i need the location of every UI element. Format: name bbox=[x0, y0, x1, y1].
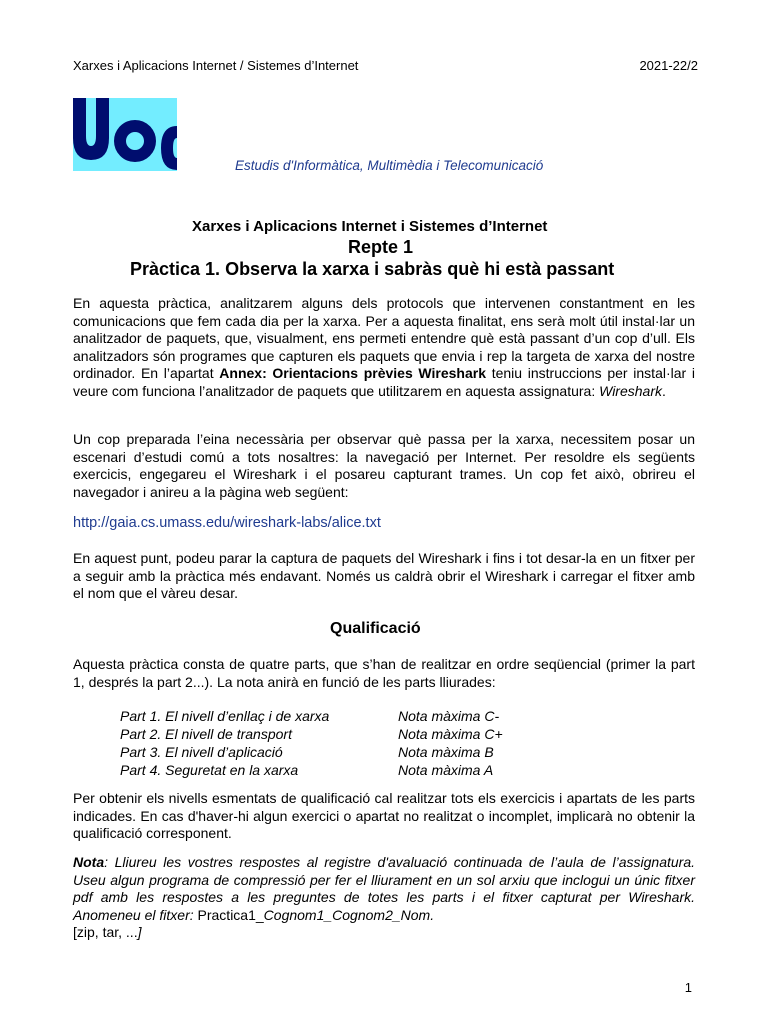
part-grade: Nota màxima A bbox=[398, 762, 494, 778]
uoc-logo bbox=[73, 98, 177, 171]
part-grade: Nota màxima C+ bbox=[398, 726, 503, 742]
header-semester: 2021-22/2 bbox=[639, 58, 698, 73]
page-number: 1 bbox=[684, 980, 692, 995]
submission-note: Nota: Lliureu les vostres respostes al registre d'avaluació continuada de l’aula de l’assignatura. Useu algun programa de compressió per fer el lliurament en un sol arxiu que inclogui un únic fitxer pdf amb les respostes a les preguntes de totes les parts i el fitxer capturat per Wireshark. Anomeneu el fitxer: Practica1_Cognom1_Cognom2_Nom. [zip, tar, ...] bbox=[73, 854, 695, 940]
qualificacio-heading: Qualificació bbox=[330, 620, 421, 637]
part-label: Part 3. El nivell d’aplicació bbox=[120, 744, 283, 760]
challenge-title: Repte 1 bbox=[348, 237, 414, 257]
part-label: Part 4. Seguretat en la xarxa bbox=[120, 762, 299, 778]
capture-paragraph: En aquest punt, podeu parar la captura de paquets del Wireshark i fins i tot desar-la en un fitxer per a seguir amb la pràctica més endavant. Només us caldrà obrir el Wireshark i carregar el fitxer amb el nom que el vàreu desar. bbox=[73, 550, 695, 601]
part-grade: Nota màxima B bbox=[398, 744, 494, 760]
note-label: Nota bbox=[73, 854, 105, 870]
course-title: Xarxes i Aplicacions Internet i Sistemes d’Internet bbox=[192, 218, 548, 235]
part-grade: Nota màxima C- bbox=[398, 708, 500, 724]
part-label: Part 2. El nivell de transport bbox=[120, 726, 292, 742]
grading-part-row bbox=[120, 707, 503, 725]
setup-paragraph: Un cop preparada l’eina necessària per observar què passa per la xarxa, necessitem posar un escenari d’estudi comú a tots nosaltres: la navegació per Internet. Per resoldre els següents exercicis, engegareu el Wireshark i el posareu capturant trames. Un cop fet això, obrireu el navegador i anireu a la pàgina web següent: bbox=[73, 431, 695, 500]
grading-requirements-paragraph: Per obtenir els nivells esmentats de qualificació cal realitzar tots els exercicis i apartats de les parts indicades. En cas d'haver-hi algun exercici o apartat no realitzat o incomplet, implicarà no obtenir la qualificació corresponent. bbox=[73, 790, 695, 841]
wireshark-name: Wireshark bbox=[599, 382, 662, 399]
part-label: Part 1. El nivell d’enllaç i de xarxa bbox=[120, 708, 330, 724]
alice-txt-link[interactable]: http://gaia.cs.umass.edu/wireshark-labs/alice.txt bbox=[73, 515, 381, 531]
practice-title: Pràctica 1. Observa la xarxa i sabràs què hi està passant bbox=[130, 259, 615, 279]
qualificacio-intro: Aquesta pràctica consta de quatre parts, que s’han de realitzar en ordre seqüencial (primer la part 1, després la part 2...). La nota anirà en funció de les parts lliurades: bbox=[73, 656, 695, 690]
grading-part-row bbox=[120, 761, 503, 779]
grading-parts-list bbox=[120, 707, 503, 779]
grading-part-row bbox=[120, 725, 503, 743]
annex-reference: Annex: Orientacions prèvies Wireshark bbox=[219, 365, 486, 381]
header-course-name: Xarxes i Aplicacions Internet / Sistemes d’Internet bbox=[73, 58, 359, 73]
department-subtitle: Estudis d'Informàtica, Multimèdia i Telecomunicació bbox=[235, 158, 544, 173]
intro-paragraph: En aquesta pràctica, analitzarem alguns dels protocols que intervenen constantment en les comunicacions que fem cada dia per la xarxa. Per a aquesta finalitat, ens serà molt útil instal·lar un analitzador de paquets, que, visualment, ens permeti entendre què està passant d’un cop d’ull. Els analitzadors són programes que capturen els paquets que envia i rep la targeta de xarxa del nostre ordinador. En l’apartat Annex: Orientacions prèvies Wireshark teniu instruccions per instal·lar i veure com funciona l’analitzador de paquets que utilitzarem en aquesta assignatura: Wireshark. bbox=[73, 295, 695, 399]
grading-part-row bbox=[120, 743, 503, 761]
